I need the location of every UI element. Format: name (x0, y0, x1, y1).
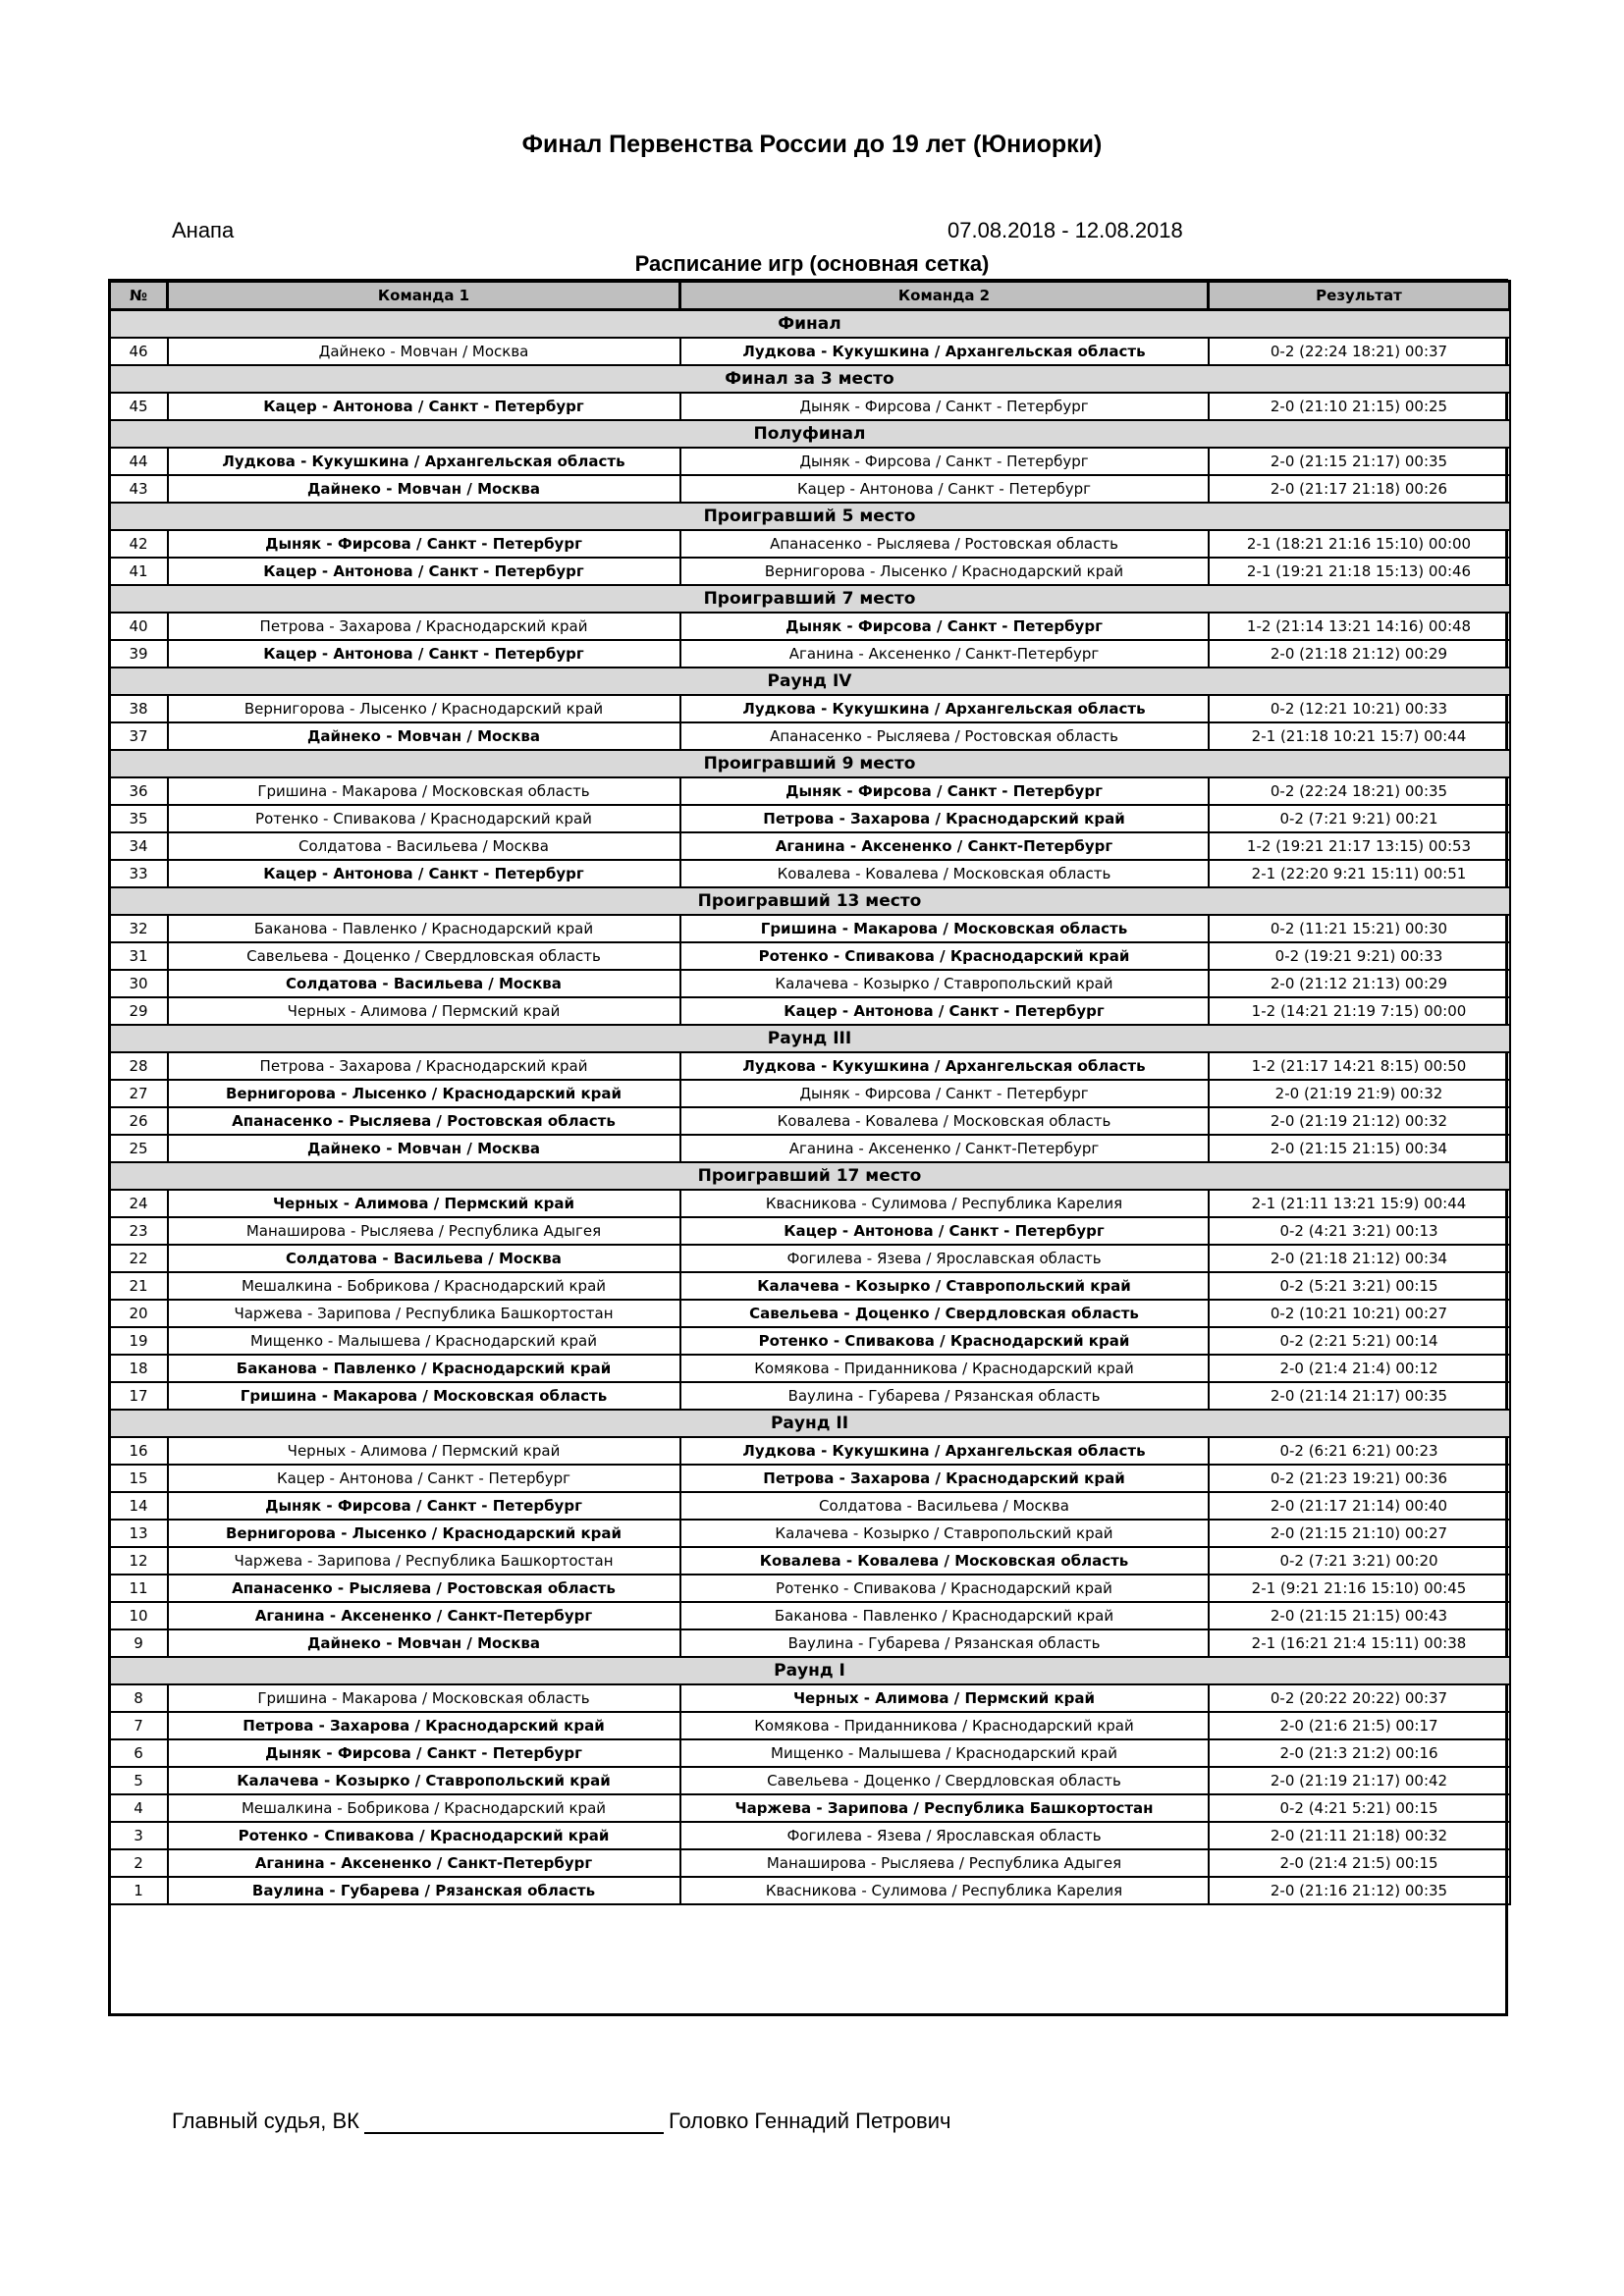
team1-cell: Ротенко - Спивакова / Краснодарский край (168, 1822, 680, 1849)
result-cell: 2-0 (21:19 21:12) 00:32 (1209, 1107, 1510, 1135)
team2-cell: Ковалева - Ковалева / Московская область (680, 1107, 1209, 1135)
result-cell: 2-1 (16:21 21:4 15:11) 00:38 (1209, 1629, 1510, 1657)
match-row (110, 1712, 1510, 1739)
team1-cell: Апанасенко - Рысляева / Ростовская область (168, 1107, 680, 1135)
team2-cell: Фогилева - Язева / Ярославская область (680, 1822, 1209, 1849)
team2-cell: Дыняк - Фирсова / Санкт - Петербург (680, 777, 1209, 805)
match-row (110, 1437, 1510, 1465)
team2-cell: Лудкова - Кукушкина / Архангельская область (680, 1052, 1209, 1080)
match-row (110, 1080, 1510, 1107)
match-number-cell: 40 (110, 613, 168, 640)
team2-cell: Дыняк - Фирсова / Санкт - Петербург (680, 393, 1209, 420)
match-row (110, 777, 1510, 805)
match-number-cell: 3 (110, 1822, 168, 1849)
result-cell: 0-2 (22:24 18:21) 00:35 (1209, 777, 1510, 805)
match-number-cell: 41 (110, 558, 168, 585)
result-cell: 2-0 (21:15 21:15) 00:34 (1209, 1135, 1510, 1162)
result-cell: 2-0 (21:15 21:17) 00:35 (1209, 448, 1510, 475)
column-header-result: Результат (1209, 282, 1510, 310)
section-row (110, 1162, 1510, 1190)
result-cell: 2-0 (21:17 21:18) 00:26 (1209, 475, 1510, 503)
match-number-cell: 38 (110, 695, 168, 722)
team1-cell: Дыняк - Фирсова / Санкт - Петербург (168, 530, 680, 558)
result-cell: 0-2 (4:21 5:21) 00:15 (1209, 1794, 1510, 1822)
match-row (110, 722, 1510, 750)
team2-cell: Фогилева - Язева / Ярославская область (680, 1245, 1209, 1272)
match-row (110, 1547, 1510, 1575)
team2-cell: Солдатова - Васильева / Москва (680, 1492, 1209, 1520)
team1-cell: Кацер - Антонова / Санкт - Петербург (168, 558, 680, 585)
result-cell: 2-1 (22:20 9:21 15:11) 00:51 (1209, 860, 1510, 887)
result-cell: 2-0 (21:15 21:15) 00:43 (1209, 1602, 1510, 1629)
team1-cell: Кацер - Антонова / Санкт - Петербург (168, 1465, 680, 1492)
section-row (110, 365, 1510, 393)
match-number-cell: 36 (110, 777, 168, 805)
team2-cell: Аганина - Аксененко / Санкт-Петербург (680, 1135, 1209, 1162)
match-number-cell: 18 (110, 1355, 168, 1382)
section-title: Проигравший 7 место (110, 585, 1510, 613)
match-number-cell: 5 (110, 1767, 168, 1794)
team2-cell: Кацер - Антонова / Санкт - Петербург (680, 475, 1209, 503)
match-number-cell: 23 (110, 1217, 168, 1245)
team2-cell: Дыняк - Фирсова / Санкт - Петербург (680, 613, 1209, 640)
team1-cell: Черных - Алимова / Пермский край (168, 997, 680, 1025)
team1-cell: Дайнеко - Мовчан / Москва (168, 722, 680, 750)
match-row (110, 860, 1510, 887)
match-row (110, 1382, 1510, 1410)
team1-cell: Дайнеко - Мовчан / Москва (168, 1135, 680, 1162)
match-row (110, 997, 1510, 1025)
team1-cell: Гришина - Макарова / Московская область (168, 1684, 680, 1712)
team1-cell: Гришина - Макарова / Московская область (168, 777, 680, 805)
section-title: Полуфинал (110, 420, 1510, 448)
match-row (110, 1465, 1510, 1492)
match-number-cell: 14 (110, 1492, 168, 1520)
match-row (110, 805, 1510, 832)
match-number-cell: 29 (110, 997, 168, 1025)
match-number-cell: 2 (110, 1849, 168, 1877)
team1-cell: Ваулина - Губарева / Рязанская область (168, 1877, 680, 1904)
match-row (110, 1300, 1510, 1327)
match-row (110, 475, 1510, 503)
schedule-table (108, 280, 1511, 1905)
team1-cell: Аганина - Аксененко / Санкт-Петербург (168, 1602, 680, 1629)
result-cell: 0-2 (4:21 3:21) 00:13 (1209, 1217, 1510, 1245)
match-row (110, 558, 1510, 585)
match-row (110, 1684, 1510, 1712)
team2-cell: Ротенко - Спивакова / Краснодарский край (680, 1575, 1209, 1602)
dates-label: 07.08.2018 - 12.08.2018 (947, 218, 1183, 242)
team2-cell: Квасникова - Сулимова / Республика Карелия (680, 1877, 1209, 1904)
match-row (110, 1245, 1510, 1272)
result-cell: 2-0 (21:4 21:5) 00:15 (1209, 1849, 1510, 1877)
match-number-cell: 4 (110, 1794, 168, 1822)
team1-cell: Солдатова - Васильева / Москва (168, 970, 680, 997)
section-title: Раунд III (110, 1025, 1510, 1052)
result-cell: 0-2 (7:21 3:21) 00:20 (1209, 1547, 1510, 1575)
team1-cell: Калачева - Козырко / Ставропольский край (168, 1767, 680, 1794)
team2-cell: Кацер - Антонова / Санкт - Петербург (680, 1217, 1209, 1245)
match-row (110, 1849, 1510, 1877)
team2-cell: Ковалева - Ковалева / Московская область (680, 860, 1209, 887)
match-row (110, 1629, 1510, 1657)
team2-cell: Вернигорова - Лысенко / Краснодарский край (680, 558, 1209, 585)
match-row (110, 1217, 1510, 1245)
match-number-cell: 24 (110, 1190, 168, 1217)
schedule-subtitle: Расписание игр (основная сетка) (634, 251, 990, 276)
result-cell: 2-0 (21:3 21:2) 00:16 (1209, 1739, 1510, 1767)
match-number-cell: 1 (110, 1877, 168, 1904)
result-cell: 0-2 (10:21 10:21) 00:27 (1209, 1300, 1510, 1327)
column-header-team1: Команда 1 (168, 282, 680, 310)
team1-cell: Вернигорова - Лысенко / Краснодарский край (168, 695, 680, 722)
team2-cell: Савельева - Доценко / Свердловская область (680, 1300, 1209, 1327)
team1-cell: Чаржева - Зарипова / Республика Башкортостан (168, 1547, 680, 1575)
team2-cell: Петрова - Захарова / Краснодарский край (680, 805, 1209, 832)
team1-cell: Мищенко - Малышева / Краснодарский край (168, 1327, 680, 1355)
result-cell: 0-2 (21:23 19:21) 00:36 (1209, 1465, 1510, 1492)
team1-cell: Петрова - Захарова / Краснодарский край (168, 613, 680, 640)
team1-cell: Аганина - Аксененко / Санкт-Петербург (168, 1849, 680, 1877)
match-number-cell: 17 (110, 1382, 168, 1410)
match-row (110, 1492, 1510, 1520)
team1-cell: Вернигорова - Лысенко / Краснодарский край (168, 1520, 680, 1547)
result-cell: 0-2 (6:21 6:21) 00:23 (1209, 1437, 1510, 1465)
match-row (110, 832, 1510, 860)
team2-cell: Лудкова - Кукушкина / Архангельская область (680, 1437, 1209, 1465)
match-number-cell: 21 (110, 1272, 168, 1300)
result-cell: 2-0 (21:12 21:13) 00:29 (1209, 970, 1510, 997)
match-number-cell: 43 (110, 475, 168, 503)
team2-cell: Ваулина - Губарева / Рязанская область (680, 1382, 1209, 1410)
result-cell: 2-1 (18:21 21:16 15:10) 00:00 (1209, 530, 1510, 558)
match-number-cell: 16 (110, 1437, 168, 1465)
section-row (110, 1657, 1510, 1684)
signature-underline (364, 2110, 664, 2134)
section-title: Раунд II (110, 1410, 1510, 1437)
match-number-cell: 7 (110, 1712, 168, 1739)
team2-cell: Ротенко - Спивакова / Краснодарский край (680, 1327, 1209, 1355)
result-cell: 2-0 (21:18 21:12) 00:34 (1209, 1245, 1510, 1272)
section-row (110, 667, 1510, 695)
match-row (110, 613, 1510, 640)
match-row (110, 1794, 1510, 1822)
result-cell: 1-2 (21:14 13:21 14:16) 00:48 (1209, 613, 1510, 640)
section-title: Проигравший 13 место (110, 887, 1510, 915)
match-row (110, 1520, 1510, 1547)
team1-cell: Петрова - Захарова / Краснодарский край (168, 1052, 680, 1080)
judge-name: Головко Геннадий Петрович (669, 2109, 951, 2133)
match-number-cell: 28 (110, 1052, 168, 1080)
team1-cell: Гришина - Макарова / Московская область (168, 1382, 680, 1410)
match-row (110, 1602, 1510, 1629)
team1-cell: Кацер - Антонова / Санкт - Петербург (168, 393, 680, 420)
document-title: Финал Первенства России до 19 лет (Юниорки) (521, 131, 1103, 158)
match-number-cell: 10 (110, 1602, 168, 1629)
team1-cell: Дыняк - Фирсова / Санкт - Петербург (168, 1492, 680, 1520)
match-number-cell: 45 (110, 393, 168, 420)
team2-cell: Аганина - Аксененко / Санкт-Петербург (680, 640, 1209, 667)
team2-cell: Мищенко - Малышева / Краснодарский край (680, 1739, 1209, 1767)
match-number-cell: 46 (110, 338, 168, 365)
result-cell: 1-2 (19:21 21:17 13:15) 00:53 (1209, 832, 1510, 860)
team1-cell: Черных - Алимова / Пермский край (168, 1437, 680, 1465)
section-title: Проигравший 5 место (110, 503, 1510, 530)
team1-cell: Баканова - Павленко / Краснодарский край (168, 915, 680, 942)
team2-cell: Манаширова - Рысляева / Республика Адыгея (680, 1849, 1209, 1877)
match-row (110, 338, 1510, 365)
team1-cell: Ротенко - Спивакова / Краснодарский край (168, 805, 680, 832)
city-label: Анапа (172, 218, 235, 242)
match-number-cell: 31 (110, 942, 168, 970)
section-title: Проигравший 9 место (110, 750, 1510, 777)
team1-cell: Солдатова - Васильева / Москва (168, 832, 680, 860)
match-row (110, 1135, 1510, 1162)
judge-signature-line (172, 2109, 950, 2134)
section-row (110, 503, 1510, 530)
table-body (110, 310, 1510, 1905)
team1-cell: Дайнеко - Мовчан / Москва (168, 1629, 680, 1657)
match-row (110, 1052, 1510, 1080)
match-row (110, 1877, 1510, 1904)
match-number-cell: 34 (110, 832, 168, 860)
result-cell: 2-0 (21:19 21:9) 00:32 (1209, 1080, 1510, 1107)
team2-cell: Апанасенко - Рысляева / Ростовская область (680, 530, 1209, 558)
match-number-cell: 27 (110, 1080, 168, 1107)
match-number-cell: 25 (110, 1135, 168, 1162)
match-number-cell: 6 (110, 1739, 168, 1767)
match-number-cell: 30 (110, 970, 168, 997)
team2-cell: Дыняк - Фирсова / Санкт - Петербург (680, 1080, 1209, 1107)
team1-cell: Чаржева - Зарипова / Республика Башкортостан (168, 1300, 680, 1327)
match-row (110, 530, 1510, 558)
team2-cell: Квасникова - Сулимова / Республика Карелия (680, 1190, 1209, 1217)
team2-cell: Аганина - Аксененко / Санкт-Петербург (680, 832, 1209, 860)
result-cell: 2-0 (21:10 21:15) 00:25 (1209, 393, 1510, 420)
section-row (110, 585, 1510, 613)
section-row (110, 310, 1510, 339)
match-row (110, 1327, 1510, 1355)
result-cell: 2-1 (21:18 10:21 15:7) 00:44 (1209, 722, 1510, 750)
match-number-cell: 8 (110, 1684, 168, 1712)
header-row (110, 282, 1510, 310)
team1-cell: Кацер - Антонова / Санкт - Петербург (168, 640, 680, 667)
match-number-cell: 35 (110, 805, 168, 832)
result-cell: 2-0 (21:17 21:14) 00:40 (1209, 1492, 1510, 1520)
match-row (110, 1575, 1510, 1602)
section-title: Раунд IV (110, 667, 1510, 695)
result-cell: 0-2 (5:21 3:21) 00:15 (1209, 1272, 1510, 1300)
result-cell: 2-0 (21:6 21:5) 00:17 (1209, 1712, 1510, 1739)
match-row (110, 1822, 1510, 1849)
match-number-cell: 20 (110, 1300, 168, 1327)
result-cell: 2-1 (21:11 13:21 15:9) 00:44 (1209, 1190, 1510, 1217)
match-row (110, 1190, 1510, 1217)
match-row (110, 942, 1510, 970)
result-cell: 2-0 (21:16 21:12) 00:35 (1209, 1877, 1510, 1904)
result-cell: 2-0 (21:14 21:17) 00:35 (1209, 1382, 1510, 1410)
result-cell: 1-2 (21:17 14:21 8:15) 00:50 (1209, 1052, 1510, 1080)
match-number-cell: 15 (110, 1465, 168, 1492)
match-number-cell: 11 (110, 1575, 168, 1602)
result-cell: 0-2 (7:21 9:21) 00:21 (1209, 805, 1510, 832)
result-cell: 0-2 (12:21 10:21) 00:33 (1209, 695, 1510, 722)
result-cell: 1-2 (14:21 21:19 7:15) 00:00 (1209, 997, 1510, 1025)
section-title: Финал (110, 310, 1510, 339)
team2-cell: Калачева - Козырко / Ставропольский край (680, 1272, 1209, 1300)
team1-cell: Дыняк - Фирсова / Санкт - Петербург (168, 1739, 680, 1767)
match-row (110, 1767, 1510, 1794)
column-header-team2: Команда 2 (680, 282, 1209, 310)
team2-cell: Гришина - Макарова / Московская область (680, 915, 1209, 942)
result-cell: 2-0 (21:4 21:4) 00:12 (1209, 1355, 1510, 1382)
team1-cell: Дайнеко - Мовчан / Москва (168, 338, 680, 365)
team1-cell: Манаширова - Рысляева / Республика Адыгея (168, 1217, 680, 1245)
team1-cell: Апанасенко - Рысляева / Ростовская область (168, 1575, 680, 1602)
match-row (110, 695, 1510, 722)
team1-cell: Черных - Алимова / Пермский край (168, 1190, 680, 1217)
match-row (110, 915, 1510, 942)
match-number-cell: 33 (110, 860, 168, 887)
result-cell: 2-0 (21:19 21:17) 00:42 (1209, 1767, 1510, 1794)
team1-cell: Лудкова - Кукушкина / Архангельская область (168, 448, 680, 475)
result-cell: 0-2 (19:21 9:21) 00:33 (1209, 942, 1510, 970)
match-number-cell: 13 (110, 1520, 168, 1547)
team2-cell: Лудкова - Кукушкина / Архангельская область (680, 338, 1209, 365)
match-number-cell: 42 (110, 530, 168, 558)
team1-cell: Вернигорова - Лысенко / Краснодарский край (168, 1080, 680, 1107)
match-row (110, 970, 1510, 997)
team2-cell: Апанасенко - Рысляева / Ростовская область (680, 722, 1209, 750)
team1-cell: Кацер - Антонова / Санкт - Петербург (168, 860, 680, 887)
section-row (110, 1410, 1510, 1437)
team2-cell: Кацер - Антонова / Санкт - Петербург (680, 997, 1209, 1025)
team2-cell: Лудкова - Кукушкина / Архангельская область (680, 695, 1209, 722)
team1-cell: Мешалкина - Бобрикова / Краснодарский край (168, 1272, 680, 1300)
table-header (110, 282, 1510, 310)
team2-cell: Комякова - Приданникова / Краснодарский край (680, 1355, 1209, 1382)
result-cell: 2-0 (21:18 21:12) 00:29 (1209, 640, 1510, 667)
team2-cell: Черных - Алимова / Пермский край (680, 1684, 1209, 1712)
team2-cell: Чаржева - Зарипова / Республика Башкортостан (680, 1794, 1209, 1822)
team2-cell: Ротенко - Спивакова / Краснодарский край (680, 942, 1209, 970)
match-number-cell: 9 (110, 1629, 168, 1657)
section-title: Финал за 3 место (110, 365, 1510, 393)
team2-cell: Ваулина - Губарева / Рязанская область (680, 1629, 1209, 1657)
team1-cell: Солдатова - Васильева / Москва (168, 1245, 680, 1272)
section-row (110, 750, 1510, 777)
match-row (110, 1272, 1510, 1300)
team2-cell: Савельева - Доценко / Свердловская область (680, 1767, 1209, 1794)
match-number-cell: 37 (110, 722, 168, 750)
result-cell: 0-2 (20:22 20:22) 00:37 (1209, 1684, 1510, 1712)
match-row (110, 393, 1510, 420)
match-number-cell: 19 (110, 1327, 168, 1355)
section-row (110, 420, 1510, 448)
match-row (110, 1355, 1510, 1382)
column-header-number: № (110, 282, 168, 310)
team2-cell: Калачева - Козырко / Ставропольский край (680, 1520, 1209, 1547)
result-cell: 2-0 (21:15 21:10) 00:27 (1209, 1520, 1510, 1547)
team1-cell: Савельева - Доценко / Свердловская область (168, 942, 680, 970)
match-number-cell: 22 (110, 1245, 168, 1272)
result-cell: 2-0 (21:11 21:18) 00:32 (1209, 1822, 1510, 1849)
result-cell: 2-1 (19:21 21:18 15:13) 00:46 (1209, 558, 1510, 585)
match-number-cell: 39 (110, 640, 168, 667)
judge-label: Главный судья, ВК (172, 2109, 359, 2133)
section-row (110, 1025, 1510, 1052)
team2-cell: Комякова - Приданникова / Краснодарский край (680, 1712, 1209, 1739)
team2-cell: Ковалева - Ковалева / Московская область (680, 1547, 1209, 1575)
team2-cell: Дыняк - Фирсова / Санкт - Петербург (680, 448, 1209, 475)
team2-cell: Калачева - Козырко / Ставропольский край (680, 970, 1209, 997)
match-row (110, 1107, 1510, 1135)
result-cell: 0-2 (11:21 15:21) 00:30 (1209, 915, 1510, 942)
match-row (110, 1739, 1510, 1767)
team1-cell: Дайнеко - Мовчан / Москва (168, 475, 680, 503)
team1-cell: Петрова - Захарова / Краснодарский край (168, 1712, 680, 1739)
section-title: Проигравший 17 место (110, 1162, 1510, 1190)
team1-cell: Мешалкина - Бобрикова / Краснодарский край (168, 1794, 680, 1822)
team1-cell: Баканова - Павленко / Краснодарский край (168, 1355, 680, 1382)
match-number-cell: 26 (110, 1107, 168, 1135)
match-row (110, 448, 1510, 475)
section-title: Раунд I (110, 1657, 1510, 1684)
section-row (110, 887, 1510, 915)
team2-cell: Петрова - Захарова / Краснодарский край (680, 1465, 1209, 1492)
match-number-cell: 32 (110, 915, 168, 942)
result-cell: 0-2 (2:21 5:21) 00:14 (1209, 1327, 1510, 1355)
team2-cell: Баканова - Павленко / Краснодарский край (680, 1602, 1209, 1629)
match-number-cell: 12 (110, 1547, 168, 1575)
match-number-cell: 44 (110, 448, 168, 475)
result-cell: 2-1 (9:21 21:16 15:10) 00:45 (1209, 1575, 1510, 1602)
match-row (110, 640, 1510, 667)
result-cell: 0-2 (22:24 18:21) 00:37 (1209, 338, 1510, 365)
